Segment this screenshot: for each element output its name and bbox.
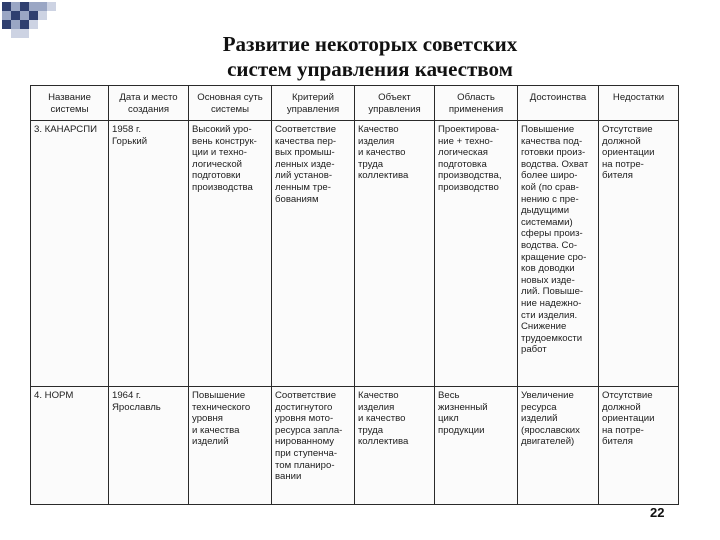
cell-text-line: качества пер- — [275, 135, 337, 147]
cell-text-line: кой (по срав- — [521, 181, 579, 193]
header-text-line: Объект — [378, 92, 411, 103]
table-cell — [109, 121, 189, 387]
cell-text-line: коллектива — [358, 170, 409, 182]
table-cell — [109, 387, 189, 505]
table-cell — [435, 387, 518, 505]
cell-text-line: готовки произ- — [521, 147, 586, 159]
cell-text-line: вень конструк- — [192, 135, 257, 147]
cell-text-line: производства, — [438, 170, 502, 182]
cell-text-line: Проектирова- — [438, 124, 500, 135]
header-text-line: Критерий — [292, 92, 334, 103]
table-cell — [435, 121, 518, 387]
cell-text-line: более широ- — [521, 170, 578, 182]
cell-text-line: новых изде- — [521, 274, 575, 286]
cell-text-line: Увеличение — [521, 390, 574, 401]
table-header-row — [31, 86, 679, 121]
quality-systems-table-container — [30, 85, 678, 505]
header-text-line: применения — [448, 103, 504, 115]
cell-text-line: ленных изде- — [275, 158, 335, 170]
cell-text-line: Соответствие — [275, 390, 337, 401]
cell-text-line: должной — [602, 135, 641, 147]
cell-text-line: бителя — [602, 170, 633, 182]
cell-text-line: Отсутствие — [602, 124, 653, 135]
cell-text-line: и качества — [192, 424, 240, 436]
header-date-place — [109, 86, 189, 121]
table-row — [31, 121, 679, 387]
cell-text-line: Снижение — [521, 321, 567, 333]
cell-text-line: на потре- — [602, 158, 644, 170]
header-application-area — [435, 86, 518, 121]
table-row — [31, 387, 679, 505]
cell-text-line: сти изделия. — [521, 309, 578, 321]
table-cell — [355, 121, 435, 387]
cell-text-line: подготовка — [438, 158, 487, 170]
cell-text-line: нированному — [275, 436, 335, 448]
table-cell — [272, 387, 355, 505]
table-cell — [189, 121, 272, 387]
cell-text-line: труда — [358, 424, 384, 436]
cell-text-line: производство — [438, 181, 499, 193]
table-cell — [599, 121, 679, 387]
header-text-line: Недостатки — [612, 92, 665, 103]
cell-text-line: водства. Охват — [521, 158, 589, 170]
cell-text-line: должной — [602, 401, 641, 413]
page-number: 22 — [650, 505, 665, 520]
header-system-name — [31, 86, 109, 121]
cell-text-line: изделия — [358, 401, 395, 413]
cell-text-line: труда — [358, 158, 384, 170]
cell-text-line: сферы произ- — [521, 228, 583, 240]
slide-title-line-1: Развитие некоторых советских — [222, 32, 518, 56]
cell-text-line: нению с пре- — [521, 193, 579, 205]
cell-text-line: и качество — [358, 147, 406, 159]
cell-text-line: изделий — [521, 413, 558, 425]
table-cell — [272, 121, 355, 387]
cell-text-line: двигателей) — [521, 436, 575, 448]
cell-text-line: 4. НОРМ — [34, 390, 74, 401]
cell-text-line: ков доводки — [521, 263, 575, 275]
cell-text-line: на потре- — [602, 424, 644, 436]
cell-text-line: технического — [192, 401, 251, 413]
cell-text-line: производства — [192, 181, 253, 193]
cell-text-line: изделий — [192, 436, 229, 448]
cell-text-line: ресурса запла- — [275, 424, 343, 436]
cell-text-line: Отсутствие — [602, 390, 653, 401]
cell-text-line: 3. КАНАРСПИ — [34, 124, 97, 135]
cell-text-line: уровня — [192, 413, 223, 425]
cell-text-line: лий. Повыше- — [521, 286, 584, 298]
cell-text-line: 1958 г. — [112, 124, 142, 135]
cell-text-line: вании — [275, 471, 302, 483]
cell-text-line: вых промыш- — [275, 147, 335, 159]
header-text-line: системы — [210, 103, 250, 115]
cell-text-line: ции и техно- — [192, 147, 247, 159]
cell-text-line: бителя — [602, 436, 633, 448]
header-text-line: управления — [286, 103, 340, 115]
table-cell — [599, 387, 679, 505]
table-cell — [31, 121, 109, 387]
cell-text-line: подготовки — [192, 170, 241, 182]
cell-text-line: логическая — [438, 147, 488, 159]
cell-text-line: 1964 г. — [112, 390, 142, 401]
header-disadvantages — [599, 86, 679, 121]
cell-text-line: достигнутого — [275, 401, 333, 413]
table-cell — [518, 121, 599, 387]
cell-text-line: ленным тре- — [275, 181, 331, 193]
cell-text-line: цикл — [438, 413, 459, 425]
cell-text-line: том планиро- — [275, 459, 335, 471]
header-text-line: Дата и место — [119, 92, 178, 103]
cell-text-line: качества под- — [521, 135, 583, 147]
cell-text-line: продукции — [438, 424, 485, 436]
cell-text-line: ориентации — [602, 413, 655, 425]
cell-text-line: ориентации — [602, 147, 655, 159]
cell-text-line: логической — [192, 158, 243, 170]
header-advantages — [518, 86, 599, 121]
cell-text-line: трудоемкости — [521, 332, 583, 344]
cell-text-line: ние + техно- — [438, 135, 493, 147]
header-text-line: Достоинства — [529, 92, 587, 103]
header-text-line: Основная суть — [197, 92, 263, 103]
cell-text-line: Высокий уро- — [192, 124, 252, 135]
table-cell — [189, 387, 272, 505]
cell-text-line: и качество — [358, 413, 406, 425]
cell-text-line: Ярославль — [112, 401, 161, 413]
cell-text-line: работ — [521, 344, 547, 356]
cell-text-line: коллектива — [358, 436, 409, 448]
cell-text-line: лий установ- — [275, 170, 333, 182]
cell-text-line: системами) — [521, 216, 573, 228]
cell-text-line: Повышение — [521, 124, 575, 135]
table-cell — [518, 387, 599, 505]
slide-title — [120, 32, 620, 82]
cell-text-line: Повышение — [192, 390, 246, 401]
cell-text-line: жизненный — [438, 401, 488, 413]
header-object — [355, 86, 435, 121]
cell-text-line: изделия — [358, 135, 395, 147]
header-text-line: создания — [127, 103, 170, 115]
header-text-line: Название — [48, 92, 91, 103]
header-essence — [189, 86, 272, 121]
cell-text-line: Качество — [358, 390, 399, 401]
table-cell — [355, 387, 435, 505]
header-criterion — [272, 86, 355, 121]
cell-text-line: Весь — [438, 390, 460, 401]
header-text-line: системы — [50, 103, 89, 115]
cell-text-line: при ступенча- — [275, 447, 338, 459]
slide-title-line-2: систем управления качеством — [227, 57, 513, 81]
cell-text-line: (ярославских — [521, 424, 580, 436]
cell-text-line: бованиям — [275, 193, 319, 205]
quality-systems-table — [30, 85, 679, 505]
cell-text-line: дыдущими — [521, 205, 570, 217]
header-text-line: управления — [368, 103, 421, 115]
cell-text-line: кращение сро- — [521, 251, 587, 263]
cell-text-line: уровня мото- — [275, 413, 334, 425]
cell-text-line: ние надежно- — [521, 297, 582, 309]
header-text-line: Область — [457, 92, 495, 103]
cell-text-line: Качество — [358, 124, 399, 135]
cell-text-line: водства. Со- — [521, 239, 578, 251]
cell-text-line: Соответствие — [275, 124, 337, 135]
cell-text-line: ресурса — [521, 401, 557, 413]
table-cell — [31, 387, 109, 505]
cell-text-line: Горький — [112, 135, 148, 147]
